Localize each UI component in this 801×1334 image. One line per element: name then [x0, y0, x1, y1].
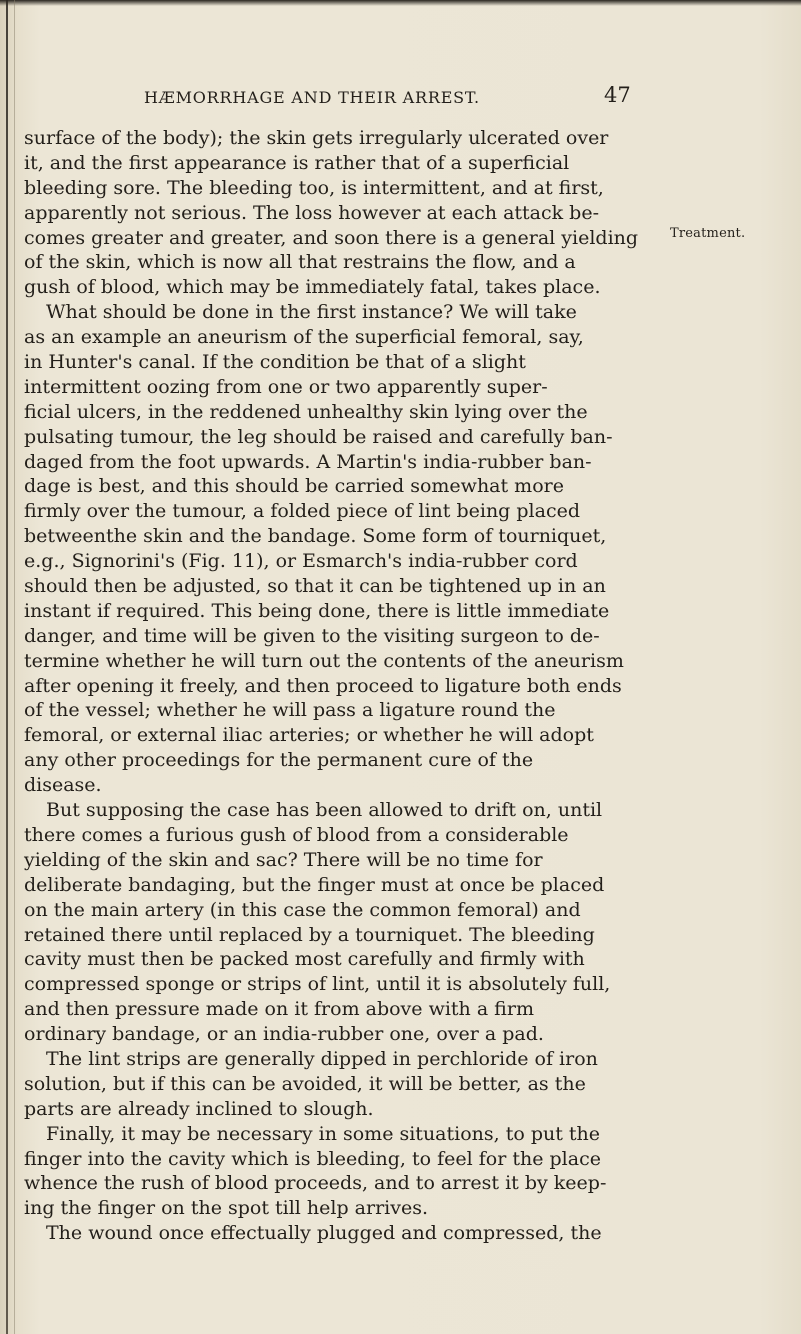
text-line: solution, but if this can be avoided, it will be better, as the	[24, 1072, 586, 1095]
text-line: Finally, it may be necessary in some situations, to put the	[46, 1122, 601, 1145]
text-line: ing the finger on the spot till help arrives.	[24, 1197, 429, 1220]
text-line: of the vessel; whether he will pass a ligature round the	[24, 699, 556, 722]
text-line: any other proceedings for the permanent cure of the	[24, 749, 534, 772]
text-line: pulsating tumour, the leg should be raised and carefully ban-	[24, 425, 613, 448]
text-line: retained there until replaced by a tourniquet. The bleeding	[24, 923, 595, 946]
text-line: betweenthe skin and the bandage. Some form of tourniquet,	[24, 525, 607, 548]
text-line: surface of the body); the skin gets irregularly ulcerated over	[24, 127, 609, 149]
text-line: But supposing the case has been allowed to drift on, until	[46, 799, 603, 822]
running-title: HÆMORRHAGE AND THEIR ARREST.	[144, 88, 480, 107]
text-line: parts are already inclined to slough.	[24, 1097, 374, 1120]
text-line: dage is best, and this should be carried somewhat more	[24, 475, 564, 498]
text-line: instant if required. This being done, there is little immediate	[24, 599, 610, 622]
text-line: termine whether he will turn out the contents of the aneurism	[24, 649, 624, 672]
text-line: compressed sponge or strips of lint, until it is absolutely full,	[24, 973, 611, 996]
text-line: whence the rush of blood proceeds, and to arrest it by keep-	[24, 1172, 607, 1195]
text-line: e.g., Signorini's (Fig. 11), or Esmarch's india-rubber cord	[24, 550, 578, 573]
text-line: daged from the foot upwards. A Martin's india-rubber ban-	[24, 450, 592, 473]
text-line: in Hunter's canal. If the condition be that of a slight	[24, 351, 526, 374]
page-number: 47	[604, 83, 631, 107]
text-line: danger, and time will be given to the visiting surgeon to de-	[24, 624, 600, 647]
text-line: firmly over the tumour, a folded piece of lint being placed	[24, 500, 581, 523]
text-line: on the main artery (in this case the common femoral) and	[24, 898, 581, 921]
text-line: intermittent oozing from one or two apparently super-	[24, 375, 548, 398]
text-line: bleeding sore. The bleeding too, is intermittent, and at first,	[24, 176, 604, 199]
text-line: of the skin, which is now all that restrains the flow, and a	[24, 251, 576, 274]
body-text	[24, 126, 664, 1246]
text-line: ordinary bandage, or an india-rubber one, over a pad.	[24, 1023, 544, 1046]
page-gutter-edge	[6, 0, 8, 1334]
text-line: after opening it freely, and then proceed to ligature both ends	[24, 674, 622, 697]
text-line: What should be done in the first instance? We will take	[46, 301, 577, 324]
text-line: cavity must then be packed most carefully and firmly with	[24, 948, 585, 971]
top-edge-shadow	[0, 0, 801, 6]
text-line: should then be adjusted, so that it can be tightened up in an	[24, 575, 606, 598]
text-line: yielding of the skin and sac? There will be no time for	[24, 848, 543, 871]
text-line: apparently not serious. The loss however at each attack be-	[24, 201, 600, 224]
text-line: The wound once effectually plugged and compressed, the	[46, 1222, 602, 1245]
text-line: femoral, or external iliac arteries; or whether he will adopt	[24, 724, 594, 747]
text-line: and then pressure made on it from above with a firm	[24, 998, 534, 1021]
text-line: as an example an aneurism of the superficial femoral, say,	[24, 326, 584, 349]
margin-note-treatment: Treatment.	[670, 226, 746, 241]
running-header	[144, 83, 684, 112]
text-line: it, and the first appearance is rather that of a superficial	[24, 151, 570, 174]
text-line: gush of blood, which may be immediately fatal, takes place.	[24, 276, 601, 299]
text-line: deliberate bandaging, but the finger must at once be placed	[24, 873, 605, 896]
text-line: there comes a furious gush of blood from a considerable	[24, 823, 569, 846]
text-line: The lint strips are generally dipped in perchloride of iron	[46, 1047, 598, 1070]
text-line: finger into the cavity which is bleeding, to feel for the place	[24, 1147, 601, 1170]
text-line: comes greater and greater, and soon there is a general yielding	[24, 226, 639, 249]
text-line: ficial ulcers, in the reddened unhealthy skin lying over the	[24, 400, 588, 423]
page-gutter-shade	[14, 0, 15, 1334]
text-line: disease.	[24, 774, 102, 797]
